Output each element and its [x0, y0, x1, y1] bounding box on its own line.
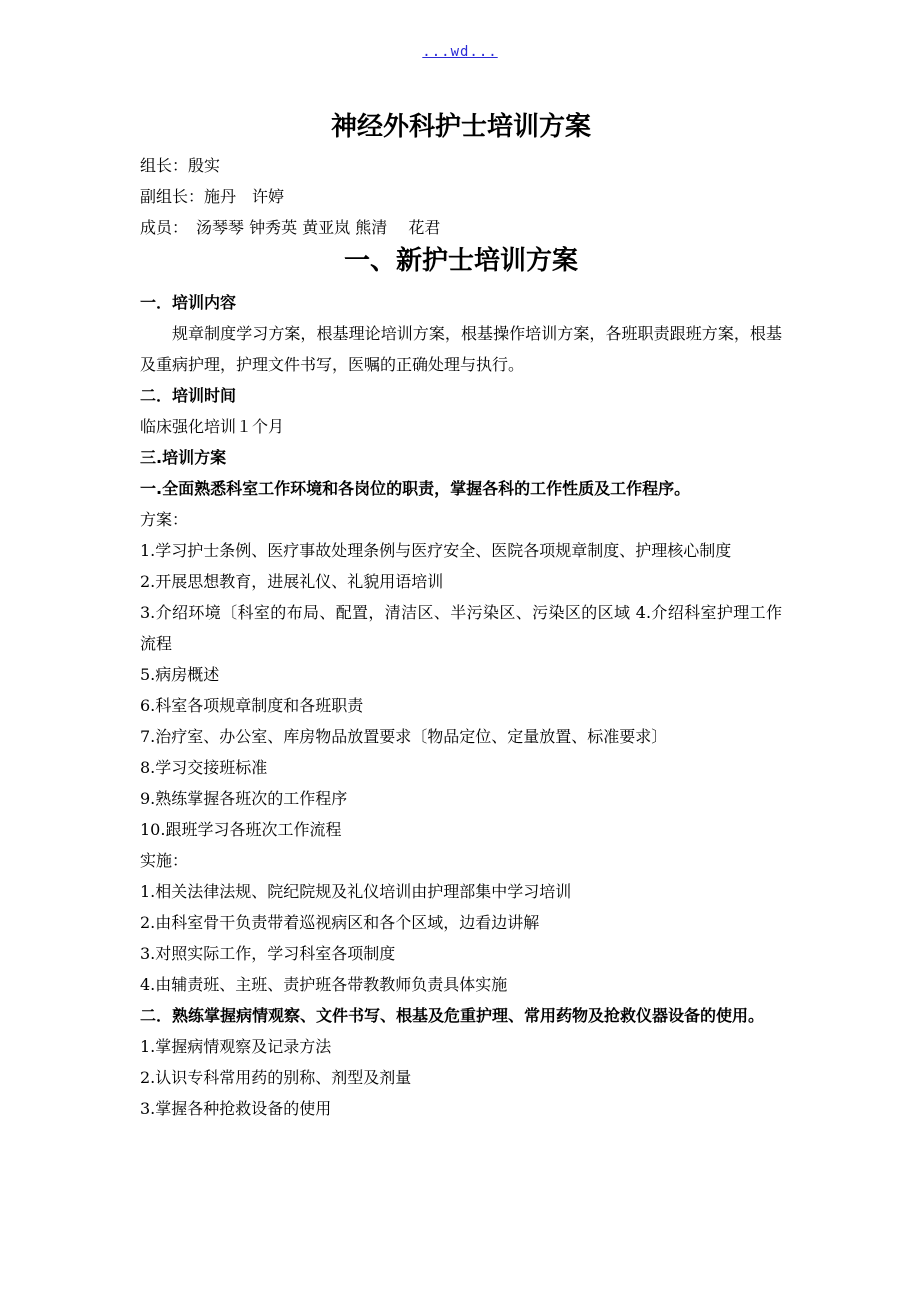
part2-heading: 二．培训时间 [140, 386, 237, 405]
list-item: 6.科室各项规章制度和各班职责 [140, 696, 364, 715]
list-item: 1.相关法律法规、院纪院规及礼仪培训由护理部集中学习培训 [140, 882, 572, 901]
section-title: 一、新护士培训方案 [343, 246, 578, 276]
list-item: 2.开展思想教育，进展礼仪、礼貌用语培训 [140, 572, 444, 591]
list-item: 3.掌握各种抢救设备的使用 [140, 1099, 332, 1118]
list-item: 1.掌握病情观察及记录方法 [140, 1037, 332, 1056]
sub2-heading: 二．熟练掌握病情观察、文件书写、根基及危重护理、常用药物及抢救仪器设备的使用。 [140, 1006, 765, 1025]
part3-heading: 三.培训方案 [140, 448, 227, 467]
list-item: 10.跟班学习各班次工作流程 [140, 820, 342, 839]
team-members: 成员： 汤琴琴 钟秀英 黄亚岚 熊清 花君 [140, 218, 441, 237]
impl-label: 实施： [140, 851, 189, 870]
team-leader: 组长：殷实 [140, 156, 221, 175]
list-item: 1.学习护士条例、医疗事故处理条例与医疗安全、医院各项规章制度、护理核心制度 [140, 541, 732, 560]
list-item: 8.学习交接班标准 [140, 758, 268, 777]
part1-heading: 一．培训内容 [140, 293, 237, 312]
part1-body: 规章制度学习方案，根基理论培训方案，根基操作培训方案，各班职责跟班方案，根基及重病护理，护理文件书写，医嘱的正确处理与执行。 [140, 324, 782, 374]
sub1-heading: 一.全面熟悉科室工作环境和各岗位的职责，掌握各科的工作性质及工作程序。 [140, 479, 691, 498]
document-title: 神经外科护士培训方案 [330, 112, 591, 142]
header-link[interactable]: ...wd... [422, 44, 498, 60]
list-item: 4.由辅责班、主班、责护班各带教教师负责具体实施 [140, 975, 508, 994]
list-item: 9.熟练掌握各班次的工作程序 [140, 789, 348, 808]
part2-body: 临床强化培训１个月 [140, 417, 285, 436]
list-item: 7.治疗室、办公室、库房物品放置要求〔物品定位、定量放置、标准要求〕 [140, 727, 668, 746]
list-item: 2.由科室骨干负责带着巡视病区和各个区域，边看边讲解 [140, 913, 540, 932]
plan-label: 方案： [140, 510, 189, 529]
team-vice-leader: 副组长：施丹 许婷 [140, 187, 285, 206]
document-body [140, 108, 782, 1124]
list-item: 3.对照实际工作，学习科室各项制度 [140, 944, 396, 963]
list-item: 3.介绍环境〔科室的布局、配置，清洁区、半污染区、污染区的区域 4.介绍科室护理工作流程 [140, 603, 782, 653]
list-item: 5.病房概述 [140, 665, 220, 684]
list-item: 2.认识专科常用药的别称、剂型及剂量 [140, 1068, 412, 1087]
